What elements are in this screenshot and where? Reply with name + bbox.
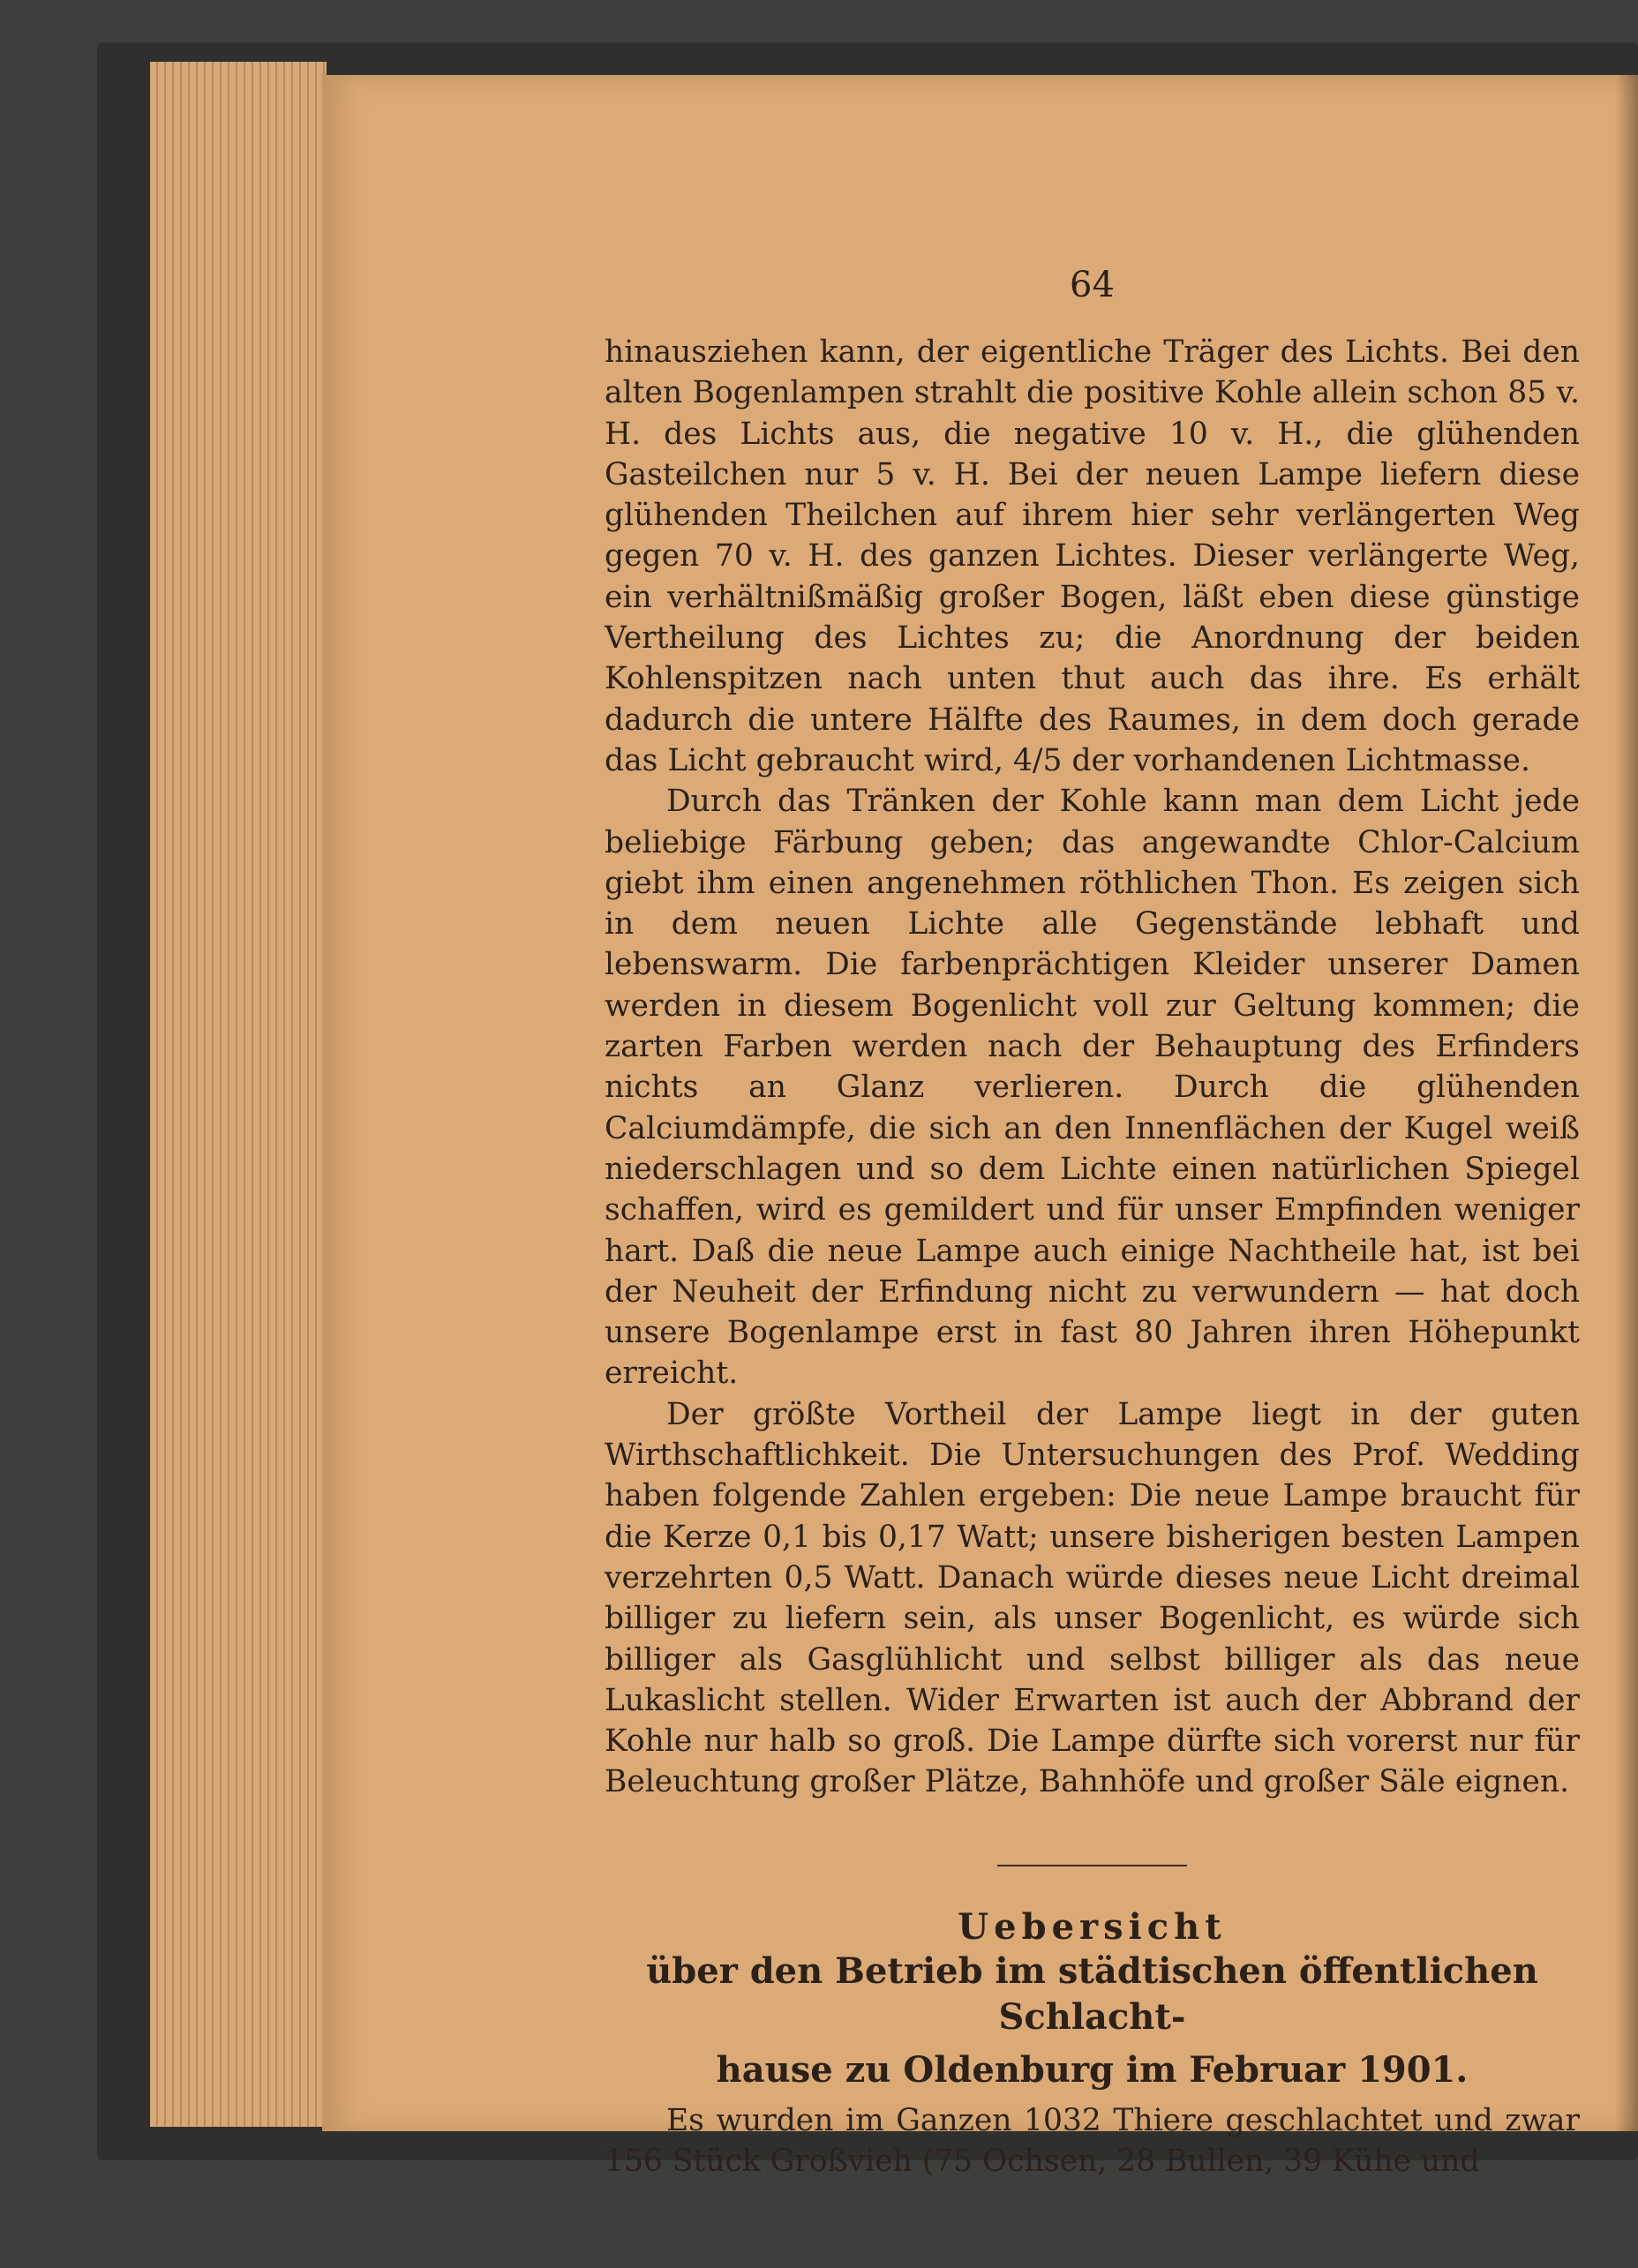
section-body: Es wurden im Ganzen 1032 Thiere geschlachtet und zwar 156 Stück Großvieh (75 Ochsen, 28 Bullen, 39 Kühe und [605,2102,1580,2179]
paragraph-1: hinausziehen kann, der eigentliche Träger des Lichts. Bei den alten Bogenlampen strahlt die positive Kohle allein schon 85 v. H. des Lichts aus, die negative 10 v. H., die glühenden Gasteilchen nur 5 v. H. Bei der neuen Lampe liefern diese glühenden Theilchen auf ihrem hier sehr verlängerten Weg gegen 70 v. H. des ganzen Lichtes. Dieser verlängerte Weg, ein verhältnißmäßig großer Bogen, läßt eben diese günstige Vertheilung des Lichtes zu; die Anordnung der beiden Kohlenspitzen nach unten thut auch das ihre. Es erhält dadurch die untere Hälfte des Raumes, in dem doch gerade das Licht gebraucht wird, 4/5 der vorhandenen Lichtmasse. [605,334,1580,778]
section-title: Uebersicht [958,1905,1227,1948]
section-divider [997,1865,1187,1866]
page-edges [150,62,327,2127]
section-subtitle-line-2: hause zu Oldenburg im Februar 1901. [716,2048,1469,2091]
section-subtitle-line-1: über den Betrieb im städtischen öffentlichen Schlacht- [646,1949,1538,2038]
paragraph-3: Der größte Vortheil der Lampe liegt in der guten Wirthschaftlichkeit. Die Untersuchungen des Prof. Wedding haben folgende Zahlen ergeben: Die neue Lampe braucht für die Kerze 0,1 bis 0,17 Watt; unsere bisherigen besten Lampen verzehrten 0,5 Watt. Danach würde dieses neue Licht dreimal billiger zu liefern sein, als unser Bogenlicht, es würde sich billiger als Gasglühlicht und selbst billiger als das neue Lukaslicht stellen. Wider Erwarten ist auch der Abbrand der Kohle nur halb so groß. Die Lampe dürfte sich vorerst nur für Beleuchtung großer Plätze, Bahnhöfe und großer Säle eignen. [605,1396,1580,1800]
paragraph-2: Durch das Tränken der Kohle kann man dem Licht jede beliebige Färbung geben; das angewandte Chlor-Calcium giebt ihm einen angenehmen röthlichen Thon. Es zeigen sich in dem neuen Lichte alle Gegenstände lebhaft und lebenswarm. Die farbenprächtigen Kleider unserer Damen werden in diesem Bogenlicht voll zur Geltung kommen; die zarten Farben werden nach der Behauptung des Erfinders nichts an Glanz verlieren. Durch die glühenden Calciumdämpfe, die sich an den Innenflächen der Kugel weiß niederschlagen und so dem Lichte einen natürlichen Spiegel schaffen, wird es gemildert und für unser Empfinden weniger hart. Daß die neue Lampe auch einige Nachtheile hat, ist bei der Neuheit der Erfindung nicht zu verwundern — hat doch unsere Bogenlampe erst in fast 80 Jahren ihren Höhepunkt erreicht. [605,784,1580,1392]
page-content [605,265,1580,2182]
page-gutter-shadow [1615,75,1638,2131]
page-number: 64 [1070,265,1115,305]
